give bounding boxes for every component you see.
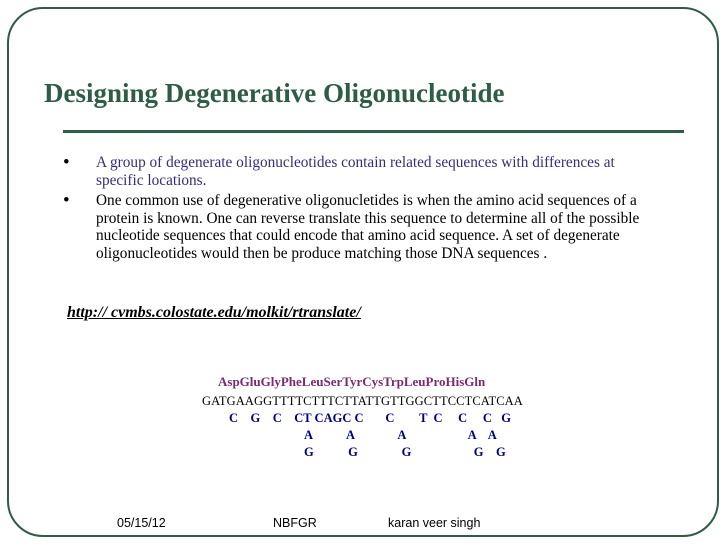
rtranslate-link[interactable] xyxy=(67,304,361,322)
degenerate-bases-line-2: A A A A A xyxy=(304,428,497,442)
title-divider xyxy=(63,130,684,133)
footer-author: karan veer singh xyxy=(388,516,481,530)
slide-title: Designing Degenerative Oligonucleotide xyxy=(44,78,505,108)
bullet-icon: • xyxy=(63,190,70,212)
bullet-list xyxy=(62,154,662,266)
footer-date: 05/15/12 xyxy=(117,516,166,530)
bullet-item-2 xyxy=(62,192,662,262)
footer-org: NBFGR xyxy=(273,516,317,530)
link-prefix[interactable]: http:// xyxy=(67,304,108,321)
bullet-icon: • xyxy=(63,152,70,173)
dna-sequence: GATGAAGGTTTTCTTTCTTATTGTTGGCTTCCTCATCAA xyxy=(202,394,523,408)
degenerate-bases-line-3: G G G G G xyxy=(304,445,506,459)
bullet-text: A group of degenerate oligonucleotides contain related sequences with differences at specific locations. xyxy=(96,154,615,189)
amino-acid-sequence: AspGluGlyPheLeuSerTyrCysTrpLeuProHisGln xyxy=(218,374,486,389)
bullet-item-1 xyxy=(62,154,662,189)
link-url[interactable]: cvmbs.colostate.edu/molkit/rtranslate/ xyxy=(111,304,361,321)
bullet-text: One common use of degenerative oligonucletides is when the amino acid sequences of a protein is known. One can reverse translate this sequence to determine all of the possible nucleotide sequences that could encode that amino acid sequence. A set of degenerate oligonucleotides would then be produce matching those DNA sequences . xyxy=(96,192,640,262)
degenerate-bases-line-1: C G C CT CAGC C C T C C C G xyxy=(229,411,511,425)
